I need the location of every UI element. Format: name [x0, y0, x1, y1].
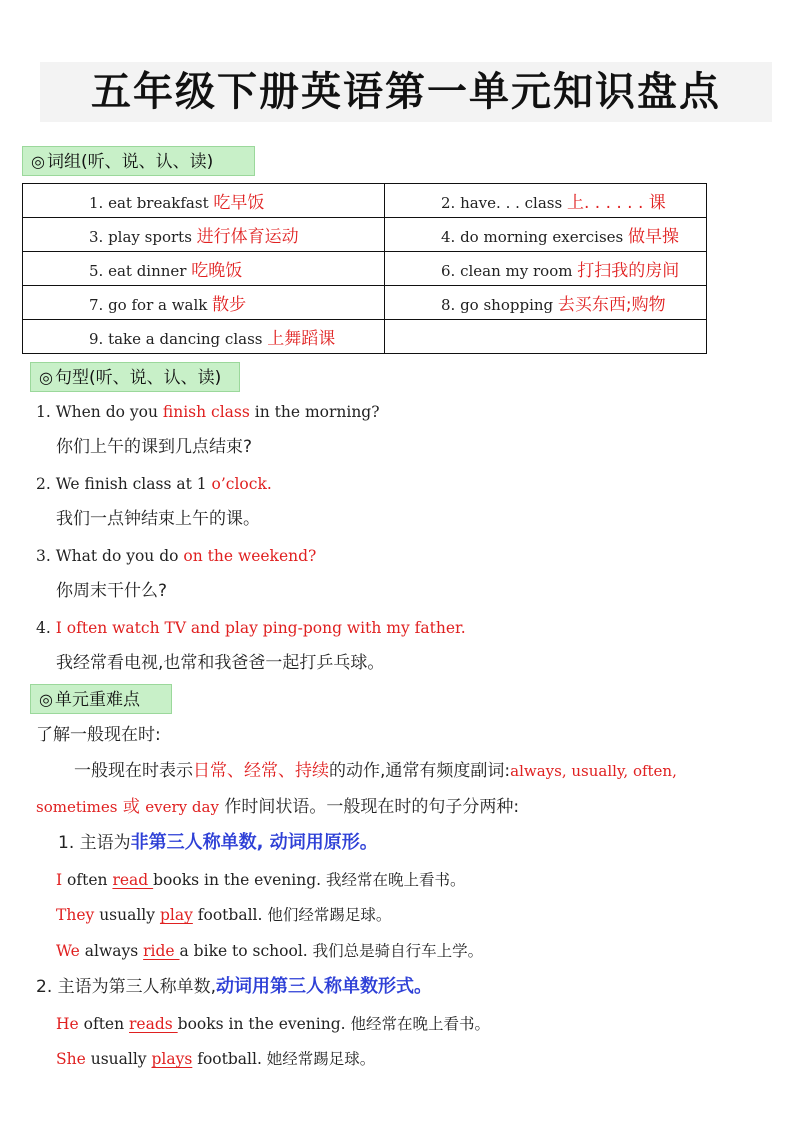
- table-cell: [23, 286, 385, 320]
- phrase-cn: 吃早饭: [213, 193, 265, 213]
- sentence-cn: 我经常看电视,也常和我爸爸一起打乒乓球。: [56, 653, 385, 673]
- table-row: [23, 286, 707, 320]
- table-cell: [385, 252, 707, 286]
- grammar-paragraph-cont: sometimes 或 every day 作时间状语。一般现在时的句子分两种:: [36, 797, 520, 817]
- table-cell: [385, 218, 707, 252]
- phrase-en: 2. have. . . class: [441, 194, 567, 212]
- table-cell: [23, 252, 385, 286]
- table-row: [23, 320, 707, 354]
- phrase-en: 7. go for a walk: [89, 296, 213, 314]
- phrase-en: 1. eat breakfast: [89, 194, 214, 212]
- circle-mark-icon: ◎: [39, 368, 53, 387]
- table-cell: [23, 184, 385, 218]
- phrase-cn: 去买东西;购物: [557, 295, 666, 315]
- section-sentences-label: 句型(听、说、认、读): [54, 368, 222, 388]
- phrase-cn: 散步: [212, 295, 247, 315]
- phrase-en: 5. eat dinner: [89, 262, 192, 280]
- table-cell: [385, 286, 707, 320]
- example-sentence: They usually play football. 他们经常踢足球。: [56, 906, 392, 924]
- rule-2: 2. 主语为第三人称单数,动词用第三人称单数形式。: [36, 976, 433, 997]
- phrase-cn: 吃晚饭: [191, 261, 243, 281]
- section-keypoints-label: 单元重难点: [54, 690, 140, 710]
- table-row: [23, 184, 707, 218]
- table-cell: [23, 218, 385, 252]
- phrase-en: 8. go shopping: [441, 296, 558, 314]
- sentence-cn: 你们上午的课到几点结束?: [56, 437, 253, 457]
- table-row: [23, 218, 707, 252]
- example-sentence: I often read books in the evening. 我经常在晚上看书。: [56, 871, 466, 889]
- sentence-en: 3. What do you do on the weekend?: [36, 547, 317, 565]
- phrase-en: 4. do morning exercises: [441, 228, 629, 246]
- grammar-paragraph: 一般现在时表示日常、经常、持续的动作,通常有频度副词:always, usually, often,: [74, 761, 677, 781]
- table-row: [23, 252, 707, 286]
- sentence-cn: 我们一点钟结束上午的课。: [56, 509, 260, 529]
- sentence-cn: 你周末干什么?: [56, 581, 168, 601]
- example-sentence: He often reads books in the evening. 他经常在晚上看书。: [56, 1015, 490, 1033]
- sentence-en: 4. I often watch TV and play ping-pong with my father.: [36, 619, 466, 637]
- circle-mark-icon: ◎: [31, 152, 45, 171]
- table-cell: [385, 184, 707, 218]
- phrase-en: 9. take a dancing class: [89, 330, 268, 348]
- keypoints-intro: 了解一般现在时:: [36, 725, 161, 745]
- phrase-cn: 做早操: [628, 227, 680, 247]
- rule-1: 1. 主语为非第三人称单数, 动词用原形。: [58, 832, 378, 853]
- page-title: 五年级下册英语第一单元知识盘点: [40, 62, 772, 122]
- phrases-table: [22, 183, 707, 354]
- sentence-en: 1. When do you finish class in the morning?: [36, 403, 380, 421]
- phrase-en: 3. play sports: [89, 228, 197, 246]
- circle-mark-icon: ◎: [39, 690, 53, 709]
- section-keypoints-tag: [30, 684, 172, 714]
- phrase-cn: 上舞蹈课: [267, 329, 336, 349]
- example-sentence: She usually plays football. 她经常踢足球。: [56, 1050, 376, 1068]
- section-sentences-tag: [30, 362, 240, 392]
- phrase-en: 6. clean my room: [441, 262, 578, 280]
- section-phrases-tag: [22, 146, 255, 176]
- phrase-cn: 上. . . . . . 课: [566, 193, 666, 213]
- table-cell-empty: [385, 320, 707, 354]
- phrase-cn: 打扫我的房间: [577, 261, 680, 281]
- example-sentence: We always ride a bike to school. 我们总是骑自行车上学。: [56, 942, 484, 960]
- section-phrases-label: 词组(听、说、认、读): [46, 152, 214, 172]
- sentence-en: 2. We finish class at 1 o’clock.: [36, 475, 272, 493]
- phrase-cn: 进行体育运动: [196, 227, 299, 247]
- table-cell: [23, 320, 385, 354]
